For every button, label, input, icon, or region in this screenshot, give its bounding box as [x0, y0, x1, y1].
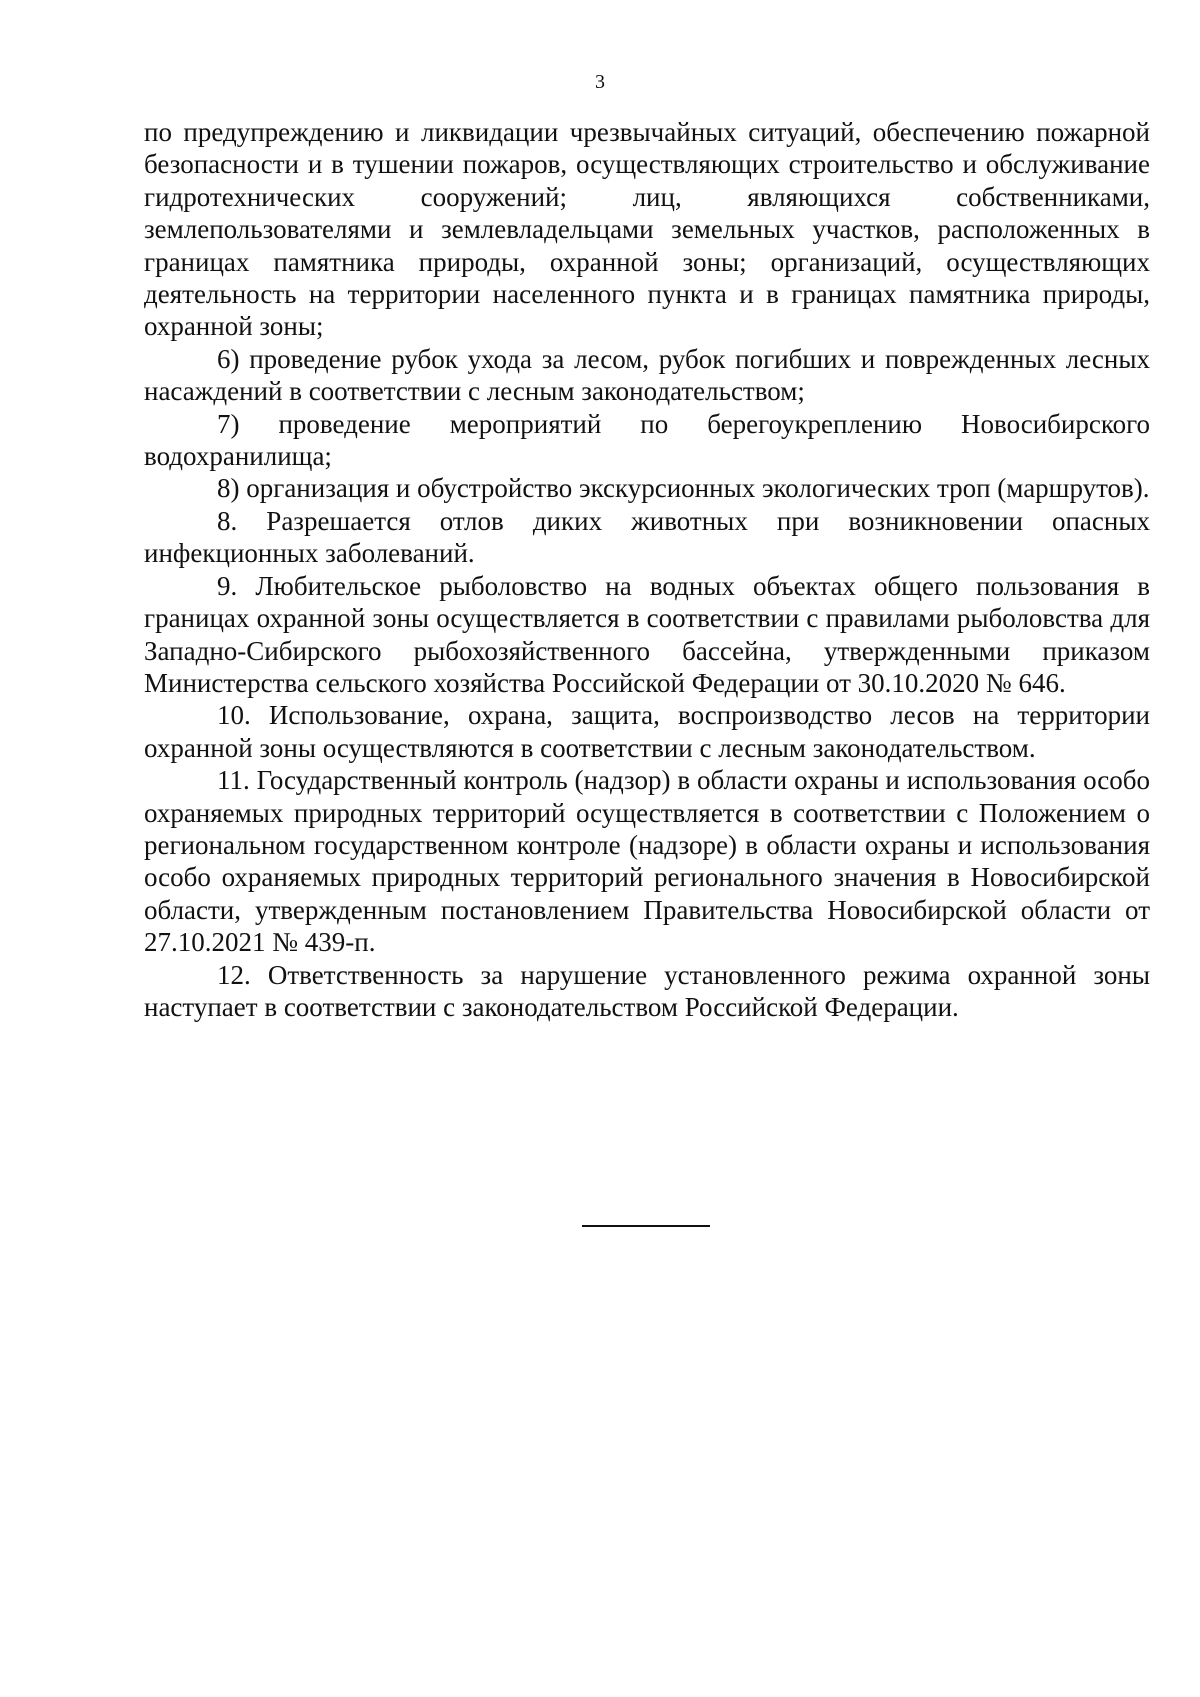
end-divider: [582, 1225, 710, 1227]
paragraph-item-8: 8) организация и обустройство экскурсионных экологических троп (маршрутов).: [217, 473, 1150, 504]
paragraph-continuation: по предупреждению и ликвидации чрезвычайных ситуаций, обеспечению пожарной безопасности и в тушении пожаров, осуществляющих строительство и обслуживание гидротехнических сооружений; лиц, являющихся собственниками, землепользователями и землевладельцами земельных участков, расположенных в границах памятника природы, охранной зоны; организаций, осуществляющих деятельность на территории населенного пункта и в границах памятника природы, охранной зоны;: [144, 117, 1150, 342]
document-body: [144, 116, 1150, 1023]
paragraph-item-6: 6) проведение рубок ухода за лесом, рубок погибших и поврежденных лесных насаждений в соответствии с лесным законодательством;: [144, 343, 1150, 407]
paragraph-clause-10: 10. Использование, охрана, защита, воспроизводство лесов на территории охранной зоны осуществляются в соответствии с лесным законодательством.: [144, 700, 1150, 763]
paragraph-item-7: 7) проведение мероприятий по берегоукреплению Новосибирского водохранилища;: [144, 408, 1150, 472]
paragraph-clause-11: 11. Государственный контроль (надзор) в области охраны и использования особо охраняемых природных территорий осуществляется в соответствии с Положением о региональном государственном контроле (надзоре) в области охраны и использования особо охраняемых природных территорий регионального значения в Новосибирской области, утвержденным постановлением Правительства Новосибирской области от 27.10.2021 № 439-п.: [144, 765, 1150, 958]
paragraph-clause-9: 9. Любительское рыболовство на водных объектах общего пользования в границах охранной зоны осуществляется в соответствии с правилами рыболовства для Западно-Сибирского рыбохозяйственного бассейна, утвержденными приказом Министерства сельского хозяйства Российской Федерации от 30.10.2020 № 646.: [144, 570, 1150, 698]
paragraph-clause-12: 12. Ответственность за нарушение установленного режима охранной зоны наступает в соответствии с законодательством Российской Федерации.: [144, 959, 1150, 1022]
paragraph-clause-8: 8. Разрешается отлов диких животных при возникновении опасных инфекционных заболеваний.: [144, 505, 1150, 569]
page-number: 3: [595, 71, 605, 93]
